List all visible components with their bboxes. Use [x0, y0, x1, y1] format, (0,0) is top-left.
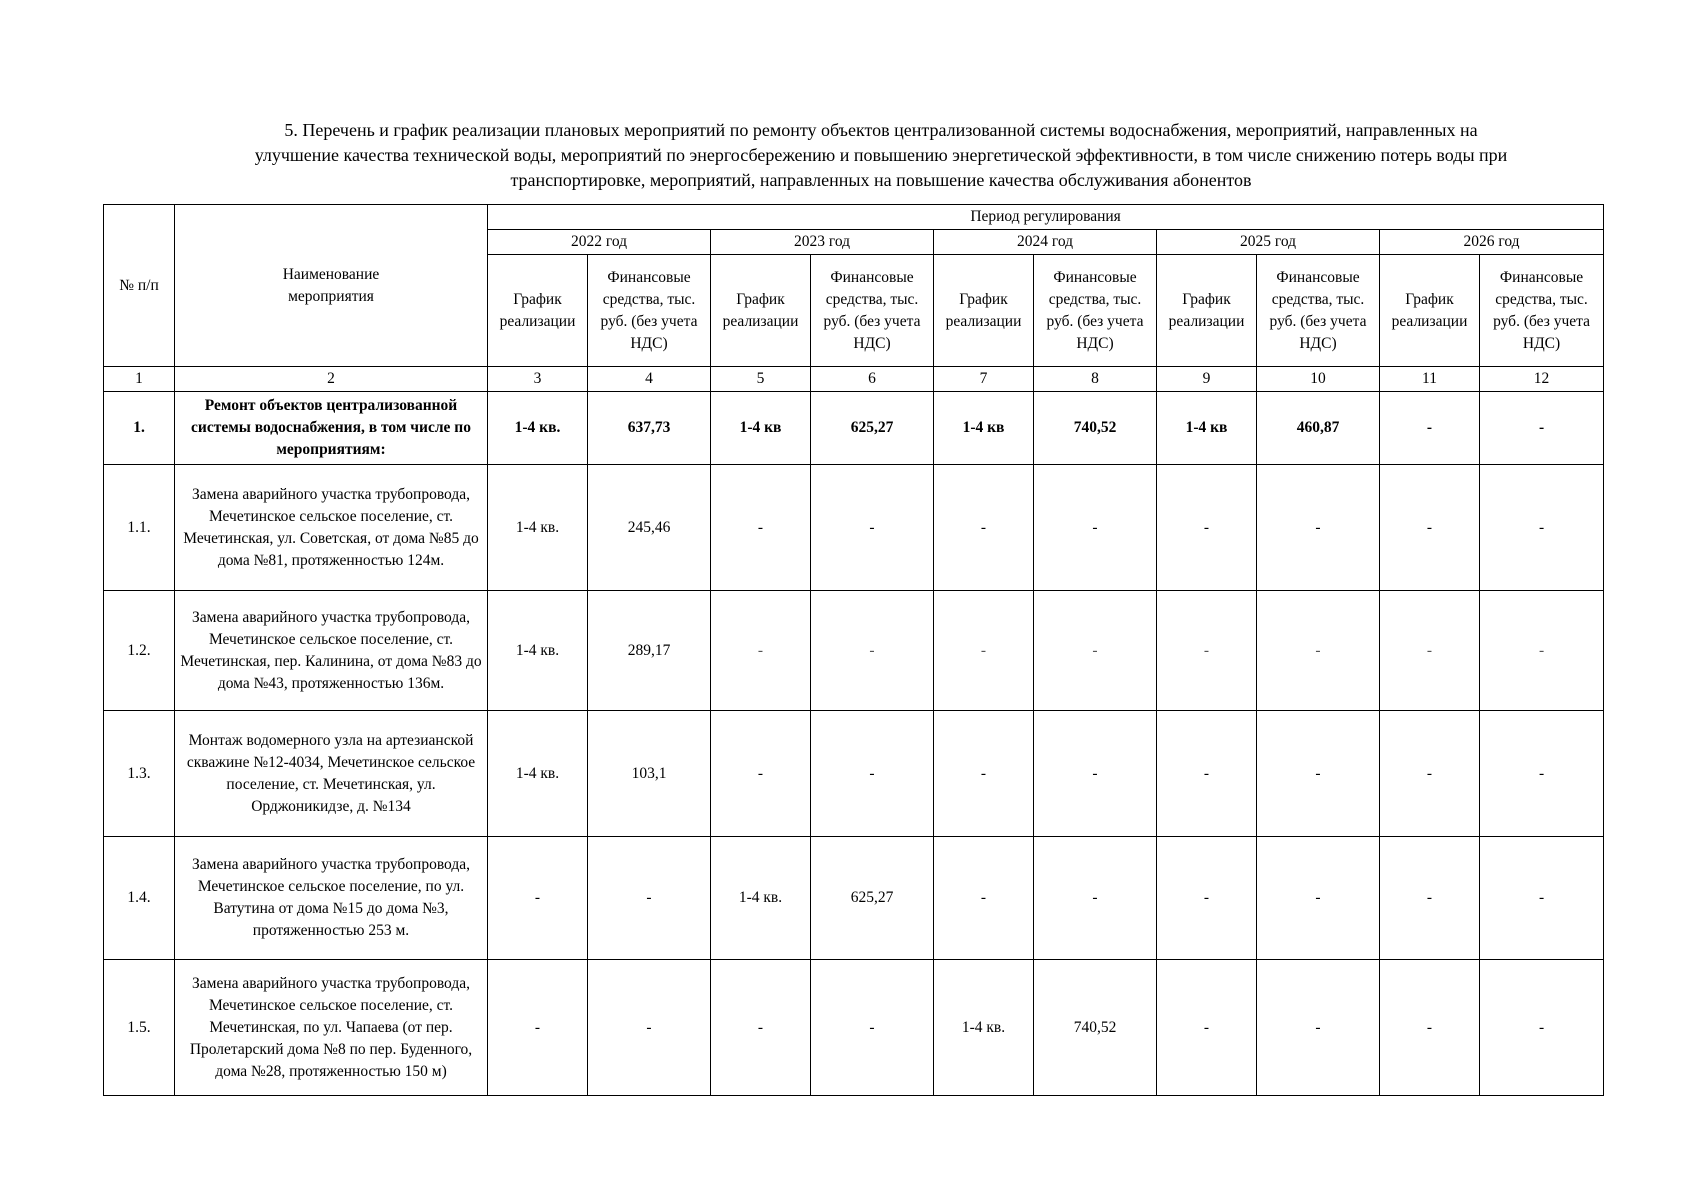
column-index: 9: [1157, 367, 1257, 392]
row-cell: -: [1480, 465, 1604, 591]
header-schedule: График реализации: [488, 255, 588, 367]
header-row-period: [104, 205, 1604, 230]
row-cell: -: [711, 960, 811, 1096]
row-cell: -: [1257, 711, 1380, 837]
header-finance: Финансовые средства, тыс. руб. (без учета НДС): [811, 255, 934, 367]
title-line-1: 5. Перечень и график реализации плановых мероприятий по ремонту объектов централизованной системы водоснабжения, мероприятий, направленных на: [284, 120, 1478, 140]
row-cell: -: [1480, 960, 1604, 1096]
row-cell: 740,52: [1034, 392, 1157, 465]
row-cell: -: [934, 837, 1034, 960]
header-schedule: График реализации: [711, 255, 811, 367]
column-index: 12: [1480, 367, 1604, 392]
header-finance: Финансовые средства, тыс. руб. (без учета НДС): [1034, 255, 1157, 367]
header-name: [175, 205, 488, 367]
header-year-2022: 2022 год: [488, 230, 711, 255]
row-cell: -: [1257, 960, 1380, 1096]
column-index: 11: [1380, 367, 1480, 392]
row-cell: -: [488, 960, 588, 1096]
header-schedule: График реализации: [934, 255, 1034, 367]
column-index: 7: [934, 367, 1034, 392]
table-row: [104, 711, 1604, 837]
row-cell: -: [1257, 591, 1380, 711]
row-num: 1.: [104, 392, 175, 465]
row-cell: 1-4 кв.: [488, 711, 588, 837]
row-name: Замена аварийного участка трубопровода, Мечетинское сельское поселение, по ул. Ватутина от дома №15 до дома №3, протяженностью 253 м.: [175, 837, 488, 960]
row-cell: -: [1380, 711, 1480, 837]
row-name: Замена аварийного участка трубопровода, Мечетинское сельское поселение, ст. Мечетинская, ул. Советская, от дома №85 до дома №81, протяженностью 124м.: [175, 465, 488, 591]
row-cell: 460,87: [1257, 392, 1380, 465]
row-cell: -: [1157, 465, 1257, 591]
header-year-2024: 2024 год: [934, 230, 1157, 255]
measures-table: [103, 204, 1604, 1096]
header-finance: Финансовые средства, тыс. руб. (без учета НДС): [588, 255, 711, 367]
table-row: [104, 591, 1604, 711]
column-index: 1: [104, 367, 175, 392]
row-name: Ремонт объектов централизованной системы водоснабжения, в том числе по мероприятиям:: [175, 392, 488, 465]
row-name: Монтаж водомерного узла на артезианской скважине №12-4034, Мечетинское сельское поселение, ст. Мечетинская, ул. Орджоникидзе, д. №134: [175, 711, 488, 837]
row-cell: -: [1157, 837, 1257, 960]
row-cell: -: [1034, 711, 1157, 837]
header-year-2025: 2025 год: [1157, 230, 1380, 255]
row-cell: -: [1480, 591, 1604, 711]
header-name-text: Наименование мероприятия: [282, 265, 380, 305]
row-cell: 740,52: [1034, 960, 1157, 1096]
row-cell: -: [934, 711, 1034, 837]
column-index-row: [104, 367, 1604, 392]
row-cell: -: [1380, 837, 1480, 960]
column-index: 10: [1257, 367, 1380, 392]
row-cell: 1-4 кв: [934, 392, 1034, 465]
row-cell: -: [711, 591, 811, 711]
row-cell: -: [811, 591, 934, 711]
row-cell: 625,27: [811, 837, 934, 960]
row-name: Замена аварийного участка трубопровода, Мечетинское сельское поселение, ст. Мечетинская, по ул. Чапаева (от пер. Пролетарский дома №8 по пер. Буденного, дома №28, протяженностью 150 м): [175, 960, 488, 1096]
row-cell: -: [934, 591, 1034, 711]
row-cell: -: [1257, 837, 1380, 960]
table-row: [104, 837, 1604, 960]
row-cell: -: [1480, 392, 1604, 465]
row-cell: -: [1157, 711, 1257, 837]
row-cell: -: [588, 960, 711, 1096]
row-num: 1.3.: [104, 711, 175, 837]
column-index: 6: [811, 367, 934, 392]
row-cell: -: [1380, 392, 1480, 465]
header-year-2023: 2023 год: [711, 230, 934, 255]
row-cell: 1-4 кв.: [711, 837, 811, 960]
row-name: Замена аварийного участка трубопровода, Мечетинское сельское поселение, ст. Мечетинская, пер. Калинина, от дома №83 до дома №43, протяженностью 136м.: [175, 591, 488, 711]
row-cell: -: [811, 465, 934, 591]
table-row: [104, 465, 1604, 591]
row-cell: 103,1: [588, 711, 711, 837]
header-period: Период регулирования: [488, 205, 1604, 230]
row-cell: -: [1380, 465, 1480, 591]
document-title: [150, 118, 1612, 193]
row-cell: 289,17: [588, 591, 711, 711]
table-row: [104, 960, 1604, 1096]
row-cell: 245,46: [588, 465, 711, 591]
column-index: 3: [488, 367, 588, 392]
header-schedule: График реализации: [1157, 255, 1257, 367]
row-num: 1.2.: [104, 591, 175, 711]
row-num: 1.5.: [104, 960, 175, 1096]
row-cell: -: [1480, 711, 1604, 837]
row-num: 1.1.: [104, 465, 175, 591]
table-row: [104, 392, 1604, 465]
row-cell: -: [1380, 591, 1480, 711]
row-cell: -: [488, 837, 588, 960]
row-cell: 1-4 кв.: [488, 591, 588, 711]
row-cell: 1-4 кв.: [488, 392, 588, 465]
row-cell: 1-4 кв: [1157, 392, 1257, 465]
row-cell: -: [711, 711, 811, 837]
row-cell: 625,27: [811, 392, 934, 465]
row-cell: -: [811, 711, 934, 837]
title-line-2: улучшение качества технической воды, мероприятий по энергосбережению и повышению энергетической эффективности, в том числе снижению потерь воды при: [254, 145, 1508, 165]
column-index: 2: [175, 367, 488, 392]
column-index: 4: [588, 367, 711, 392]
row-cell: 1-4 кв: [711, 392, 811, 465]
row-cell: -: [1034, 591, 1157, 711]
row-cell: 637,73: [588, 392, 711, 465]
row-cell: 1-4 кв.: [934, 960, 1034, 1096]
row-cell: -: [1157, 960, 1257, 1096]
row-num: 1.4.: [104, 837, 175, 960]
column-index: 5: [711, 367, 811, 392]
row-cell: -: [934, 465, 1034, 591]
row-cell: -: [1480, 837, 1604, 960]
header-year-2026: 2026 год: [1380, 230, 1604, 255]
header-finance: Финансовые средства, тыс. руб. (без учета НДС): [1480, 255, 1604, 367]
title-line-3: транспортировке, мероприятий, направленных на повышение качества обслуживания абонентов: [510, 170, 1252, 190]
header-schedule: График реализации: [1380, 255, 1480, 367]
row-cell: -: [1034, 465, 1157, 591]
row-cell: -: [588, 837, 711, 960]
row-cell: -: [811, 960, 934, 1096]
row-cell: -: [1257, 465, 1380, 591]
header-num: № п/п: [104, 205, 175, 367]
header-finance: Финансовые средства, тыс. руб. (без учета НДС): [1257, 255, 1380, 367]
row-cell: -: [1034, 837, 1157, 960]
row-cell: -: [711, 465, 811, 591]
row-cell: -: [1157, 591, 1257, 711]
row-cell: 1-4 кв.: [488, 465, 588, 591]
column-index: 8: [1034, 367, 1157, 392]
row-cell: -: [1380, 960, 1480, 1096]
